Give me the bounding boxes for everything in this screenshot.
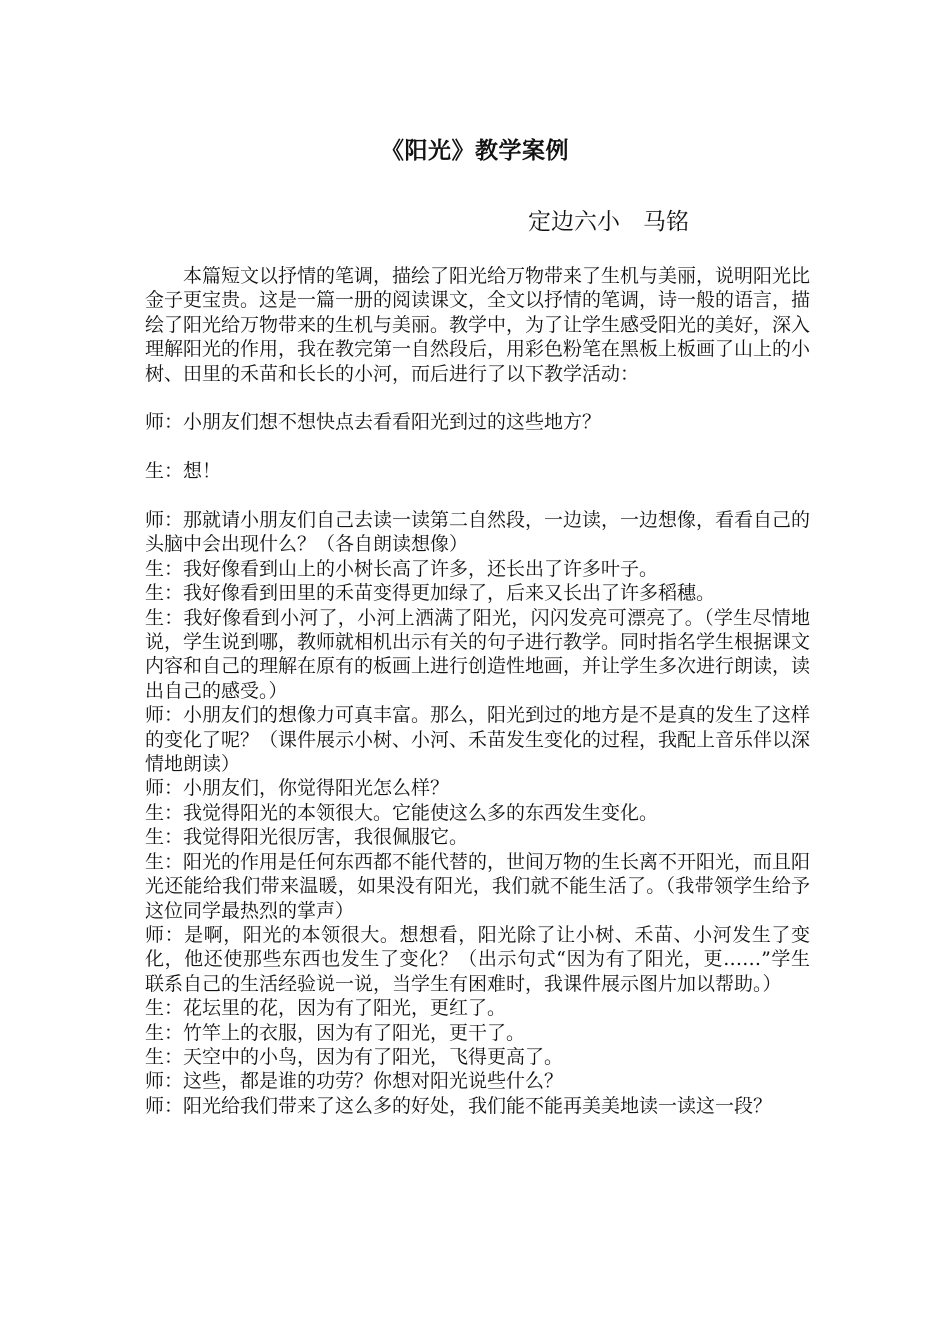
dialogue-line: 生：阳光的作用是任何东西都不能代替的，世间万物的生长离不开阳光，而且阳光还能给我们带来温暖，如果没有阳光，我们就不能生活了。（我带领学生给予这位同学最热烈的掌声） [145,850,811,922]
dialogue-line: 生：我好像看到小河了，小河上洒满了阳光，闪闪发亮可漂亮了。（学生尽情地说，学生说到哪，教师就相机出示有关的句子进行教学。同时指名学生根据课文内容和自己的理解在原有的板画上进行创造性地画，并让学生多次进行朗读，读出自己的感受。） [145,606,811,702]
author-line: 定边六小 马铭 [528,209,689,235]
intro-paragraph: 本篇短文以抒情的笔调，描绘了阳光给万物带来了生机与美丽，说明阳光比金子更宝贵。这是一篇一册的阅读课文，全文以抒情的笔调，诗一般的语言，描绘了阳光给万物带来的生机与美丽。教学中，为了让学生感受阳光的美好，深入理解阳光的作用，我在教完第一自然段后，用彩色粉笔在黑板上板画了山上的小树、田里的禾苗和长长的小河，而后进行了以下教学活动： [145,265,811,385]
dialogue-line: 生：竹竿上的衣服，因为有了阳光，更干了。 [145,1021,526,1044]
dialogue-line: 生：我好像看到山上的小树长高了许多，还长出了许多叶子。 [145,557,659,580]
dialogue-line: 生：花坛里的花，因为有了阳光，更红了。 [145,997,507,1020]
dialogue-line: 师：这些，都是谁的功劳？你想对阳光说些什么？ [145,1070,564,1093]
dialogue-line: 师：是啊，阳光的本领很大。想想看，阳光除了让小树、禾苗、小河发生了变化，他还使那些东西也发生了变化？（出示句式“因为有了阳光，更……”学生联系自己的生活经验说一说，当学生有困难时，我课件展示图片加以帮助。） [145,923,810,995]
dialogue-line: 师：小朋友们的想像力可真丰富。那么，阳光到过的地方是不是真的发生了这样的变化了呢？（课件展示小树、小河、禾苗发生变化的过程，我配上音乐伴以深情地朗读） [145,704,811,776]
dialogue-line: 生：我觉得阳光很厉害，我很佩服它。 [145,826,469,849]
document-body [145,264,810,1118]
dialogue-line: 生：我觉得阳光的本领很大。它能使这么多的东西发生变化。 [145,801,659,824]
dialogue-line: 师：小朋友们想不想快点去看看阳光到过的这些地方？ [145,411,602,434]
dialogue-line: 生：我好像看到田里的禾苗变得更加绿了，后来又长出了许多稻穗。 [145,582,716,605]
dialogue-line: 生：想！ [145,460,222,483]
dialogue-line: 师：那就请小朋友们自己去读一读第二自然段，一边读，一边想像，看看自己的头脑中会出现什么？（各自朗读想像） [145,509,811,556]
document-title: 《阳光》教学案例 [381,137,569,164]
dialogue-line: 生：天空中的小鸟，因为有了阳光，飞得更高了。 [145,1045,564,1068]
dialogue-line: 师：小朋友们，你觉得阳光怎么样？ [145,777,450,800]
dialogue-line: 师：阳光给我们带来了这么多的好处，我们能不能再美美地读一读这一段？ [145,1094,773,1117]
